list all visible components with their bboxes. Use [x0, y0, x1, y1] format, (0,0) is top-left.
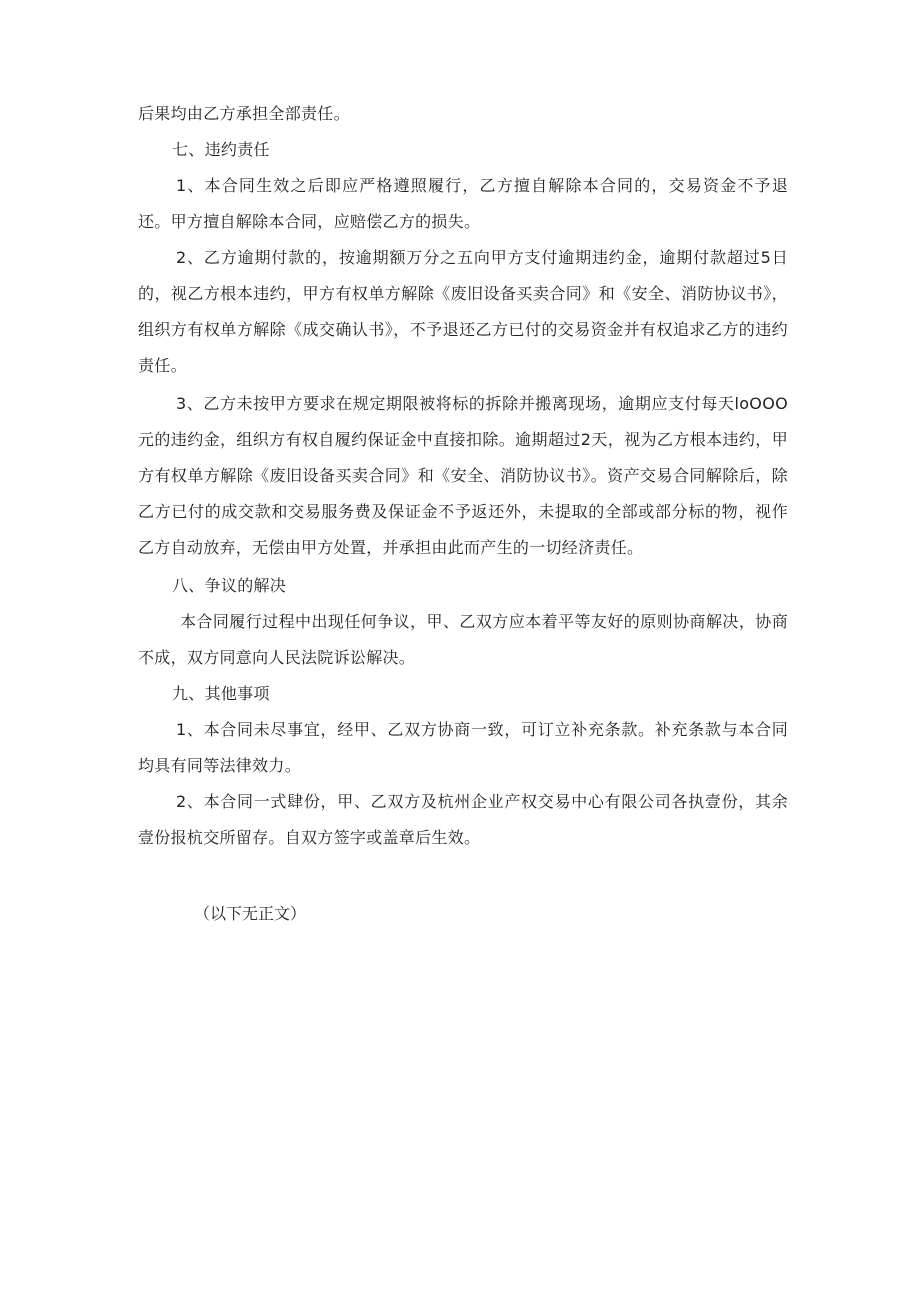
section-9-item-1: 1、本合同未尽事宜，经甲、乙双方协商一致，可订立补充条款。补充条款与本合同均具有同等法律效力。 [138, 720, 788, 775]
section-7-item-1: 1、本合同生效之后即应严格遵照履行，乙方擅自解除本合同的，交易资金不予退还。甲方擅自解除本合同，应赔偿乙方的损失。 [138, 176, 788, 231]
section-8-body: 本合同履行过程中出现任何争议，甲、乙双方应本着平等友好的原则协商解决，协商不成，双方同意向人民法院诉讼解决。 [138, 612, 788, 667]
section-9-heading: 九、其他事项 [172, 684, 270, 703]
section-8-heading: 八、争议的解决 [172, 576, 287, 595]
section-9-item-2: 2、本合同一式肆份，甲、乙双方及杭州企业产权交易中心有限公司各执壹份，其余壹份报杭交所留存。自双方签字或盖章后生效。 [138, 792, 788, 847]
end-of-text-note: （以下无正文） [194, 904, 307, 923]
section-7-item-3: 3、乙方未按甲方要求在规定期限被将标的拆除并搬离现场，逾期应支付每天loOOO元的违约金，组织方有权自履约保证金中直接扣除。逾期超过2天，视为乙方根本违约，甲方有权单方解除《废旧设备买卖合同》和《安全、消防协议书》。资产交易合同解除后，除乙方已付的成交款和交易服务费及保证金不予返还外，未提取的全部或部分标的物，视作乙方自动放弃，无偿由甲方处置，并承担由此而产生的一切经济责任。 [138, 394, 788, 557]
section-7-heading: 七、违约责任 [172, 140, 270, 159]
section-7-item-2: 2、乙方逾期付款的，按逾期额万分之五向甲方支付逾期违约金，逾期付款超过5日的，视乙方根本违约，甲方有权单方解除《废旧设备买卖合同》和《安全、消防协议书》，组织方有权单方解除《成交确认书》，不予退还乙方已付的交易资金并有权追求乙方的违约责任。 [138, 248, 788, 375]
continuation-paragraph: 后果均由乙方承担全部责任。 [138, 104, 350, 123]
